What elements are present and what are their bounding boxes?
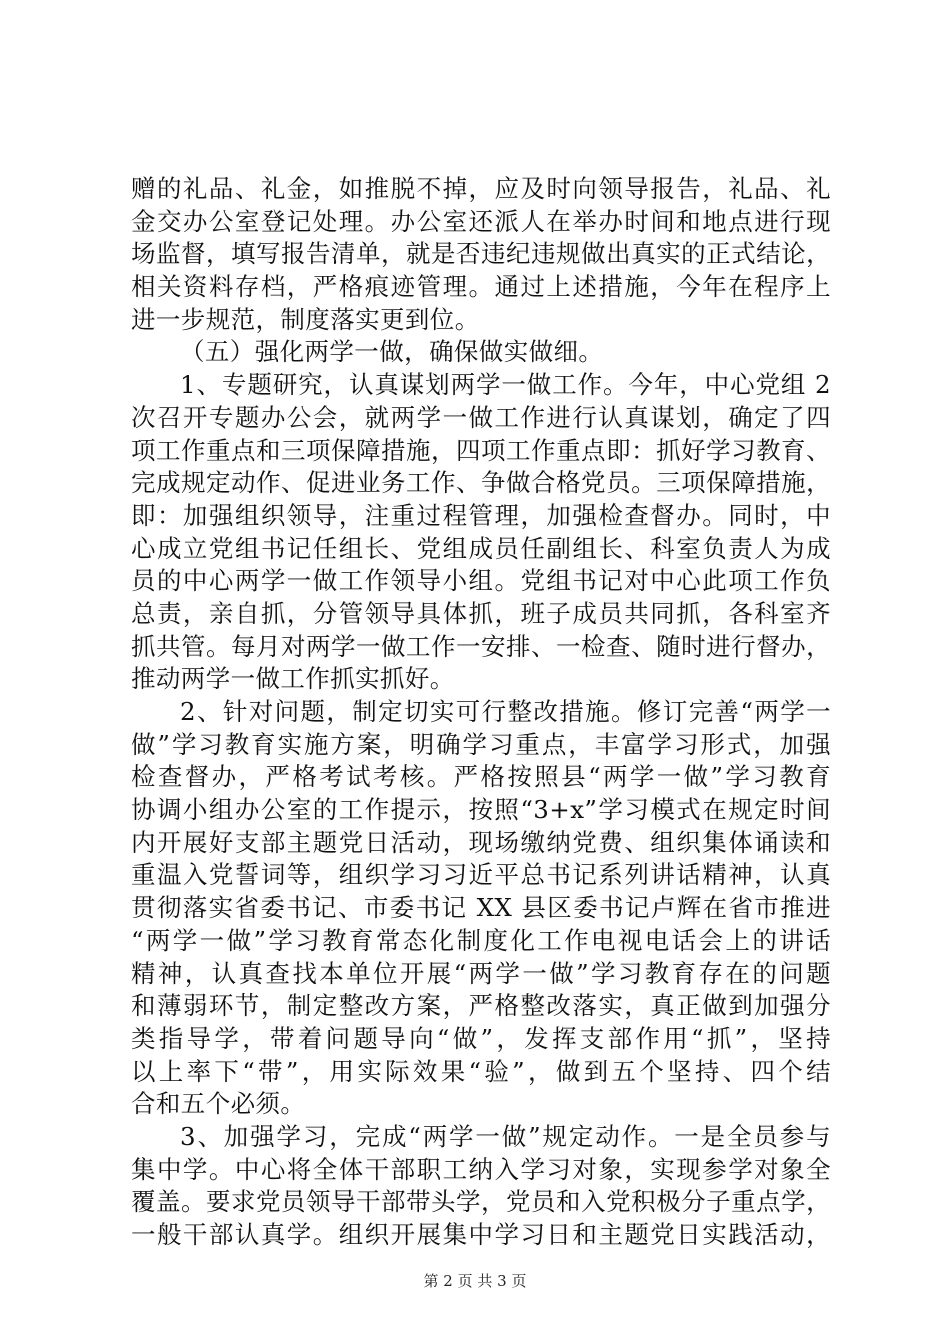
text-line: 类指导学，带着问题导向“做”，发挥支部作用“抓”，坚持	[131, 1023, 831, 1053]
text-line: 抓共管。每月对两学一做工作一安排、一检查、随时进行督办，	[131, 631, 831, 661]
text-line: 进一步规范，制度落实更到位。	[131, 304, 480, 334]
page-number-label: 第 2 页 共 3 页	[423, 1272, 527, 1290]
text-line: 集中学。中心将全体干部职工纳入学习对象，实现参学对象全	[131, 1154, 831, 1184]
text-line: 以上率下“带”，用实际效果“验”，做到五个坚持、四个结	[131, 1056, 831, 1086]
text-line: 重温入党誓词等，组织学习习近平总书记系列讲话精神，认真	[131, 860, 831, 890]
text-line: 1、专题研究，认真谋划两学一做工作。今年，中心党组 2	[180, 370, 831, 400]
text-line: 推动两学一做工作抓实抓好。	[131, 664, 455, 694]
text-line: 和薄弱环节，制定整改方案，严格整改落实，真正做到加强分	[131, 991, 831, 1021]
text-line: 员的中心两学一做工作领导小组。党组书记对中心此项工作负	[131, 566, 831, 596]
text-line: 完成规定动作、促进业务工作、争做合格党员。三项保障措施，	[131, 468, 831, 498]
text-line: 次召开专题办公会，就两学一做工作进行认真谋划，确定了四	[131, 402, 831, 432]
text-line: 协调小组办公室的工作提示，按照“3+x”学习模式在规定时间	[131, 795, 831, 825]
text-line: 贯彻落实省委书记、市委书记 XX 县区委书记卢辉在省市推进	[131, 893, 831, 923]
text-line: 内开展好支部主题党日活动，现场缴纳党费、组织集体诵读和	[131, 827, 831, 857]
text-line: （五）强化两学一做，确保做实做细。	[180, 337, 604, 367]
text-line: 2、针对问题，制定切实可行整改措施。修订完善“两学一	[180, 697, 831, 726]
document-body	[131, 173, 831, 1252]
text-line: 心成立党组书记任组长、党组成员任副组长、科室负责人为成	[131, 533, 831, 563]
page-footer	[0, 1271, 950, 1291]
text-line: “两学一做”学习教育常态化制度化工作电视电话会上的讲话	[131, 925, 831, 955]
text-line: 场监督，填写报告清单，就是否违纪违规做出真实的正式结论，	[131, 239, 831, 269]
text-line: 赠的礼品、礼金，如推脱不掉，应及时向领导报告，礼品、礼	[131, 174, 831, 203]
text-line: 检查督办，严格考试考核。严格按照县“两学一做”学习教育	[131, 762, 831, 792]
text-line: 覆盖。要求党员领导干部带头学，党员和入党积极分子重点学，	[131, 1187, 831, 1217]
text-line: 总责，亲自抓，分管领导具体抓，班子成员共同抓，各科室齐	[131, 598, 831, 628]
text-line: 项工作重点和三项保障措施，四项工作重点即：抓好学习教育、	[131, 435, 831, 465]
text-line: 相关资料存档，严格痕迹管理。通过上述措施，今年在程序上	[131, 272, 831, 302]
text-line: 一般干部认真学。组织开展集中学习日和主题党日实践活动，	[131, 1220, 831, 1249]
text-line: 即：加强组织领导，注重过程管理，加强检查督办。同时，中	[131, 500, 831, 530]
text-line: 金交办公室登记处理。办公室还派人在举办时间和地点进行现	[131, 206, 831, 236]
text-line: 精神，认真查找本单位开展“两学一做”学习教育存在的问题	[131, 958, 831, 988]
text-line: 3、加强学习，完成“两学一做”规定动作。一是全员参与	[180, 1121, 831, 1151]
text-line: 做”学习教育实施方案，明确学习重点，丰富学习形式，加强	[131, 729, 831, 759]
text-line: 合和五个必须。	[131, 1089, 306, 1119]
